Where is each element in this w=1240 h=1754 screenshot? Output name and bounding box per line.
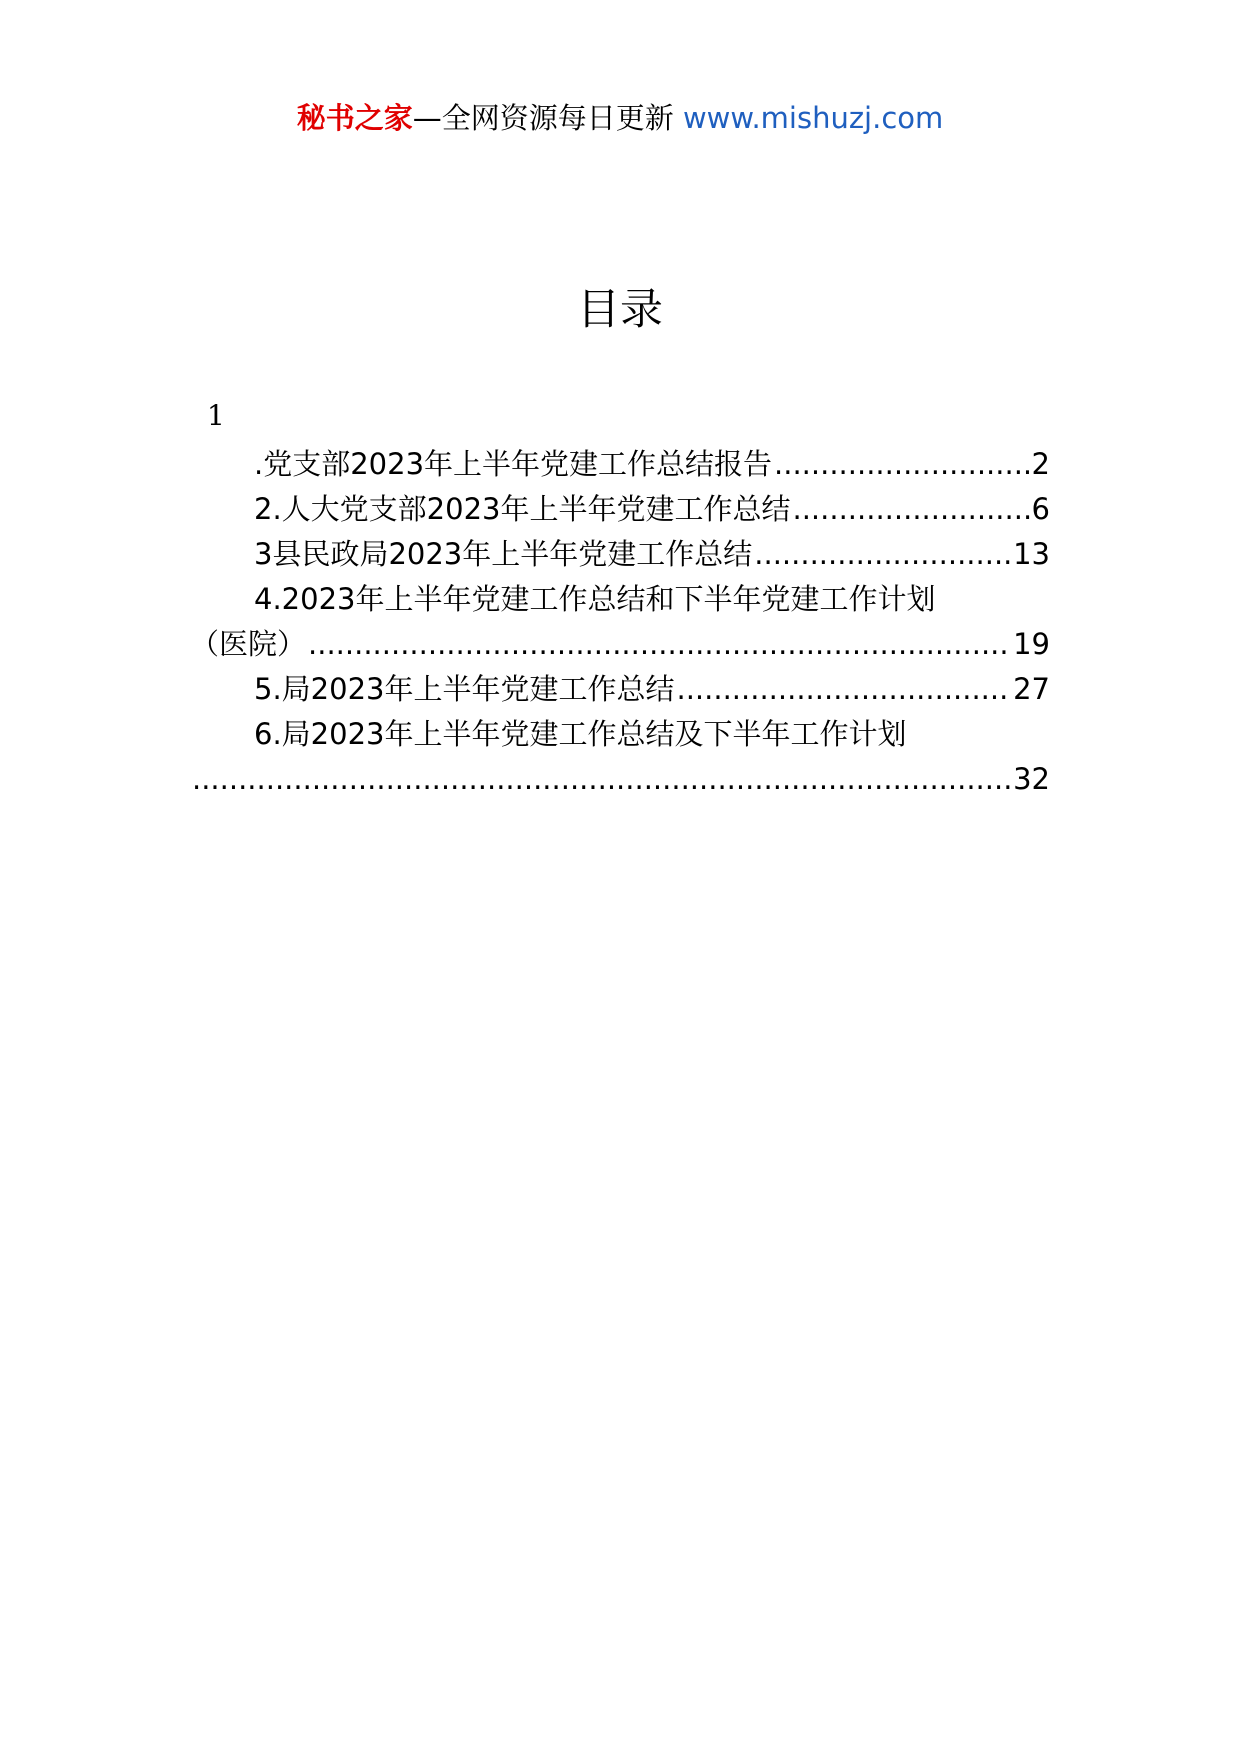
toc-dot-leader: [792, 487, 1029, 532]
toc-entry-title: 2.人大党支部2023年上半年党建工作总结: [254, 492, 791, 526]
table-of-contents: [190, 442, 1050, 802]
toc-dot-leader: [308, 622, 1011, 667]
toc-entry-title: 5.局2023年上半年党建工作总结: [254, 672, 675, 706]
site-url-link[interactable]: www.mishuzj.com: [682, 101, 944, 135]
toc-dot-leader: [676, 667, 1011, 712]
toc-dot-leader: [192, 757, 1011, 802]
toc-page-number: 2: [1031, 447, 1050, 481]
toc-entry-title: 3县民政局2023年上半年党建工作总结: [254, 537, 753, 571]
toc-entry-3[interactable]: [190, 532, 1050, 577]
toc-entry-5[interactable]: [190, 667, 1050, 712]
page-number-marker: 1: [207, 399, 225, 432]
toc-entry-title-line1: 4.2023年上半年党建工作总结和下半年党建工作计划: [254, 582, 936, 616]
toc-page-number: 19: [1013, 627, 1050, 661]
toc-page-number: 6: [1031, 492, 1050, 526]
toc-entry-title-line1: 6.局2023年上半年党建工作总结及下半年工作计划: [254, 717, 907, 751]
header-slogan: —全网资源每日更新: [412, 101, 674, 135]
toc-entry-title: .党支部2023年上半年党建工作总结报告: [254, 447, 773, 481]
page-title: 目录: [577, 285, 663, 335]
toc-entry-2[interactable]: [190, 487, 1050, 532]
toc-entry-4[interactable]: [190, 577, 1050, 667]
site-header: [0, 98, 1240, 138]
toc-page-number: 27: [1013, 672, 1050, 706]
brand-name: 秘书之家: [296, 101, 413, 135]
toc-entry-title-line2: （医院）: [190, 627, 307, 661]
toc-entry-6[interactable]: [190, 712, 1050, 802]
toc-dot-leader: [754, 532, 1011, 577]
toc-page-number: 13: [1013, 537, 1050, 571]
toc-page-number: 32: [1013, 762, 1050, 796]
toc-entry-1[interactable]: [190, 442, 1050, 487]
toc-dot-leader: [774, 442, 1030, 487]
